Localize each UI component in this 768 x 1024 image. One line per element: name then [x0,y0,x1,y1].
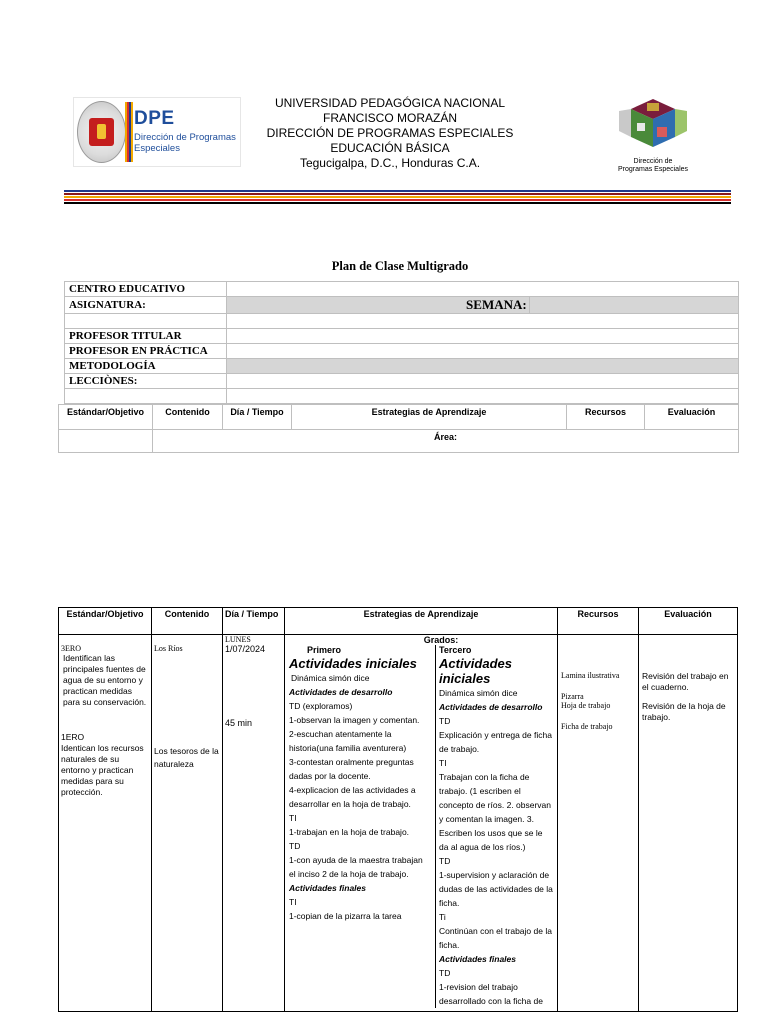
estandar-g2-text: Identican los recursos naturales de su entorno y practican medidas para su protección. [61,743,144,797]
header-dia: Día / Tiempo [223,608,285,635]
lecciones-value[interactable] [227,374,739,389]
header-band-table [58,404,739,453]
tercero-label: Tercero [439,645,472,655]
header-form [64,281,739,404]
header-contenido: Contenido [152,608,223,635]
dpe-logo [73,97,241,167]
lecciones-label: LECCIÒNES: [65,374,227,389]
grados-label: Grados: [423,635,459,645]
profesor-titular-value[interactable] [227,329,739,344]
estrategias-cell [285,635,558,1012]
header-recursos: Recursos [558,608,639,635]
primero-column: Primero Actividades iniciales Dinámica simón dice Actividades de desarrollo TD (exploramos) 1-observan la imagen y comentan. 2-escuchan atentamente la historia(una familia aventurera) 3-contestan oralmente preguntas dadas por la docente. 4-explicacion de las actividades a desarrollar en la hoja de trabajo. TI 1-trabajan en la hoja de trabajo. TD 1-con ayuda de la maestra trabajan el inciso 2 de la hoja de trabajo. Actividades finales TI 1-copian de la pizarra la tarea [285,645,436,1008]
metodologia-value[interactable] [227,359,739,374]
tercero-column: Tercero Actividades iniciales Dinámica simón dice Actividades de desarrollo TD Explicación y entrega de ficha de trabajo. TI Trabajan con la ficha de trabajo. (1 escriben el concepto de ríos. 2. observan y comentan la imagen. 3. Escriben los usos que se le da al agua de los ríos.) TD 1-supervision y aclaración de dudas de las actividades de la ficha. Ti Continúan con el trabajo de la ficha. Actividades finales TD 1-revision del trabajo desarrollado con la ficha de [439,645,553,1006]
plan-title: Plan de Clase Multigrado [331,259,469,273]
estandar-cell [59,635,152,1012]
programas-especiales-logo [611,95,695,177]
dpe-logo-subtitle: Dirección de Programas Especiales [134,132,236,154]
profesor-titular-label: PROFESOR TITULAR [65,329,227,344]
primero-iniciales: Actividades iniciales [289,656,417,671]
dia-cell [223,635,285,1012]
centro-label: CENTRO EDUCATIVO [65,282,227,297]
profesor-practica-value[interactable] [227,344,739,359]
asignatura-row [227,297,739,314]
dia-date: 1/07/2024 [225,644,266,654]
right-logo-caption: Dirección de Programas Especiales [617,158,689,173]
contenido-2: Los tesoros de la naturaleza [154,746,219,769]
cube-logo-icon [617,97,689,155]
header-estandar: Estándar/Objetivo [59,608,152,635]
estandar-g2-label: 1ERO [61,732,85,742]
asignatura-label: ASIGNATURA: [65,297,227,314]
area-label: Área: [153,430,739,453]
lesson-plan-table [58,607,738,1012]
dia-day: LUNES [225,635,251,644]
university-seal-icon [77,101,126,163]
semana-label: SEMANA: [462,297,529,313]
band-header-evaluacion: Evaluación [645,405,739,430]
tercero-iniciales: Actividades iniciales [439,656,512,686]
recursos-cell: Lamina ilustrativa Pizarra Hoja de trabajo Ficha de trabajo [558,635,639,1012]
evaluacion-cell: Revisión del trabajo en el cuaderno. Revisión de la hoja de trabajo. [639,635,738,1012]
centro-value[interactable] [227,282,739,297]
band-header-recursos: Recursos [567,405,645,430]
profesor-practica-label: PROFESOR EN PRÁCTICA [65,344,227,359]
semana-value[interactable] [529,297,738,313]
dpe-logo-title: DPE [134,108,175,129]
metodologia-label: METODOLOGÍA [65,359,227,374]
estandar-g1-label: 3ERO [61,644,81,653]
band-header-estandar: Estándar/Objetivo [59,405,153,430]
band-header-contenido: Contenido [153,405,223,430]
asignatura-value[interactable] [227,297,462,313]
header-evaluacion: Evaluación [639,608,738,635]
primero-label: Primero [307,645,342,655]
dia-time: 45 min [225,718,253,728]
dpe-color-bars [125,102,133,162]
header-stripes [64,190,731,207]
university-heading: UNIVERSIDAD PEDAGÓGICA NACIONAL FRANCISCO MORAZÁN DIRECCIÓN DE PROGRAMAS ESPECIALES EDUCACIÓN BÁSICA Tegucigalpa, D.C., Honduras C.A. [266,96,514,170]
band-header-estrategias: Estrategias de Aprendizaje [292,405,567,430]
header-estrategias: Estrategias de Aprendizaje [285,608,558,635]
contenido-cell [152,635,223,1012]
band-header-dia: Día / Tiempo [223,405,292,430]
contenido-1: Los Ríos [154,644,183,653]
estandar-g1-text: Identifican las principales fuentes de agua de su entorno y practican medidas para su conservación. [63,653,147,707]
